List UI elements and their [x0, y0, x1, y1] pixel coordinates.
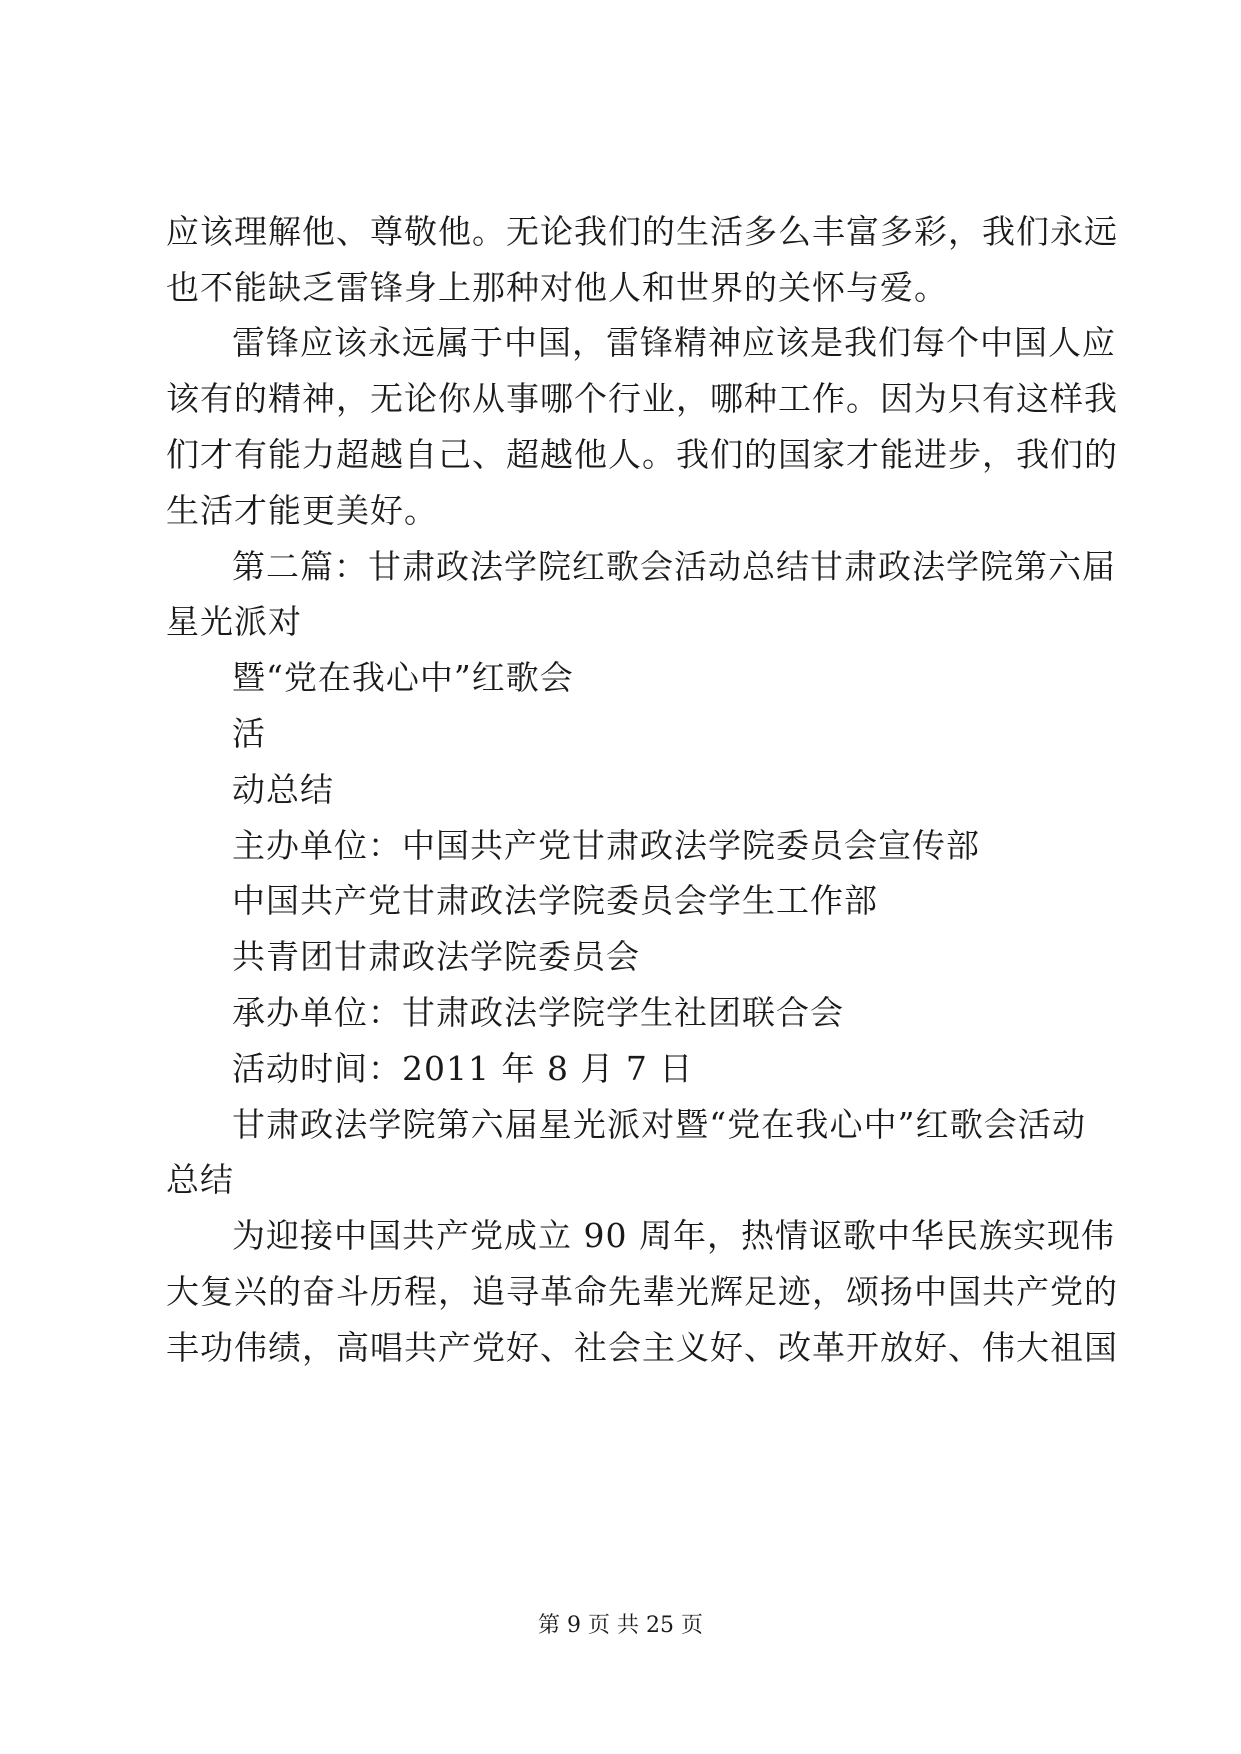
body-text-line: 也不能缺乏雷锋身上那种对他人和世界的关怀与爱。 [166, 268, 948, 307]
body-text-line: 共青团甘肃政法学院委员会 [232, 937, 640, 976]
body-text-line: 大复兴的奋斗历程，追寻革命先辈光辉足迹，颂扬中国共产党的 [166, 1272, 1118, 1311]
body-text-line: 丰功伟绩，高唱共产党好、社会主义好、改革开放好、伟大祖国 [166, 1328, 1118, 1367]
body-text-line: 活动时间：2011 年 8 月 7 日 [232, 1049, 694, 1088]
section-heading-line: 星光派对 [166, 602, 302, 641]
body-text-line: 承办单位：甘肃政法学院学生社团联合会 [232, 993, 844, 1032]
body-text-line: 该有的精神，无论你从事哪个行业，哪种工作。因为只有这样我 [166, 379, 1118, 418]
body-text-line: 甘肃政法学院第六届星光派对暨“党在我心中”红歌会活动 [232, 1105, 1086, 1144]
body-text-line: 应该理解他、尊敬他。无论我们的生活多么丰富多彩，我们永远 [166, 212, 1118, 251]
body-text-line: 暨“党在我心中”红歌会 [232, 658, 574, 697]
body-text-line: 为迎接中国共产党成立 90 周年，热情讴歌中华民族实现伟 [232, 1216, 1115, 1255]
body-text-line: 雷锋应该永远属于中国，雷锋精神应该是我们每个中国人应 [232, 323, 1116, 362]
page-number-footer: 第 9 页 共 25 页 [538, 1613, 703, 1638]
section-heading-line: 第二篇：甘肃政法学院红歌会活动总结甘肃政法学院第六届 [232, 547, 1116, 586]
body-text-line: 中国共产党甘肃政法学院委员会学生工作部 [232, 881, 878, 920]
body-text-line: 主办单位：中国共产党甘肃政法学院委员会宣传部 [232, 826, 980, 865]
body-text-line: 们才有能力超越自己、超越他人。我们的国家才能进步，我们的 [166, 435, 1118, 474]
body-text-line: 动总结 [232, 770, 334, 809]
body-text-line: 活 [232, 714, 266, 753]
body-text-line: 总结 [166, 1160, 234, 1199]
body-text-line: 生活才能更美好。 [166, 491, 438, 530]
